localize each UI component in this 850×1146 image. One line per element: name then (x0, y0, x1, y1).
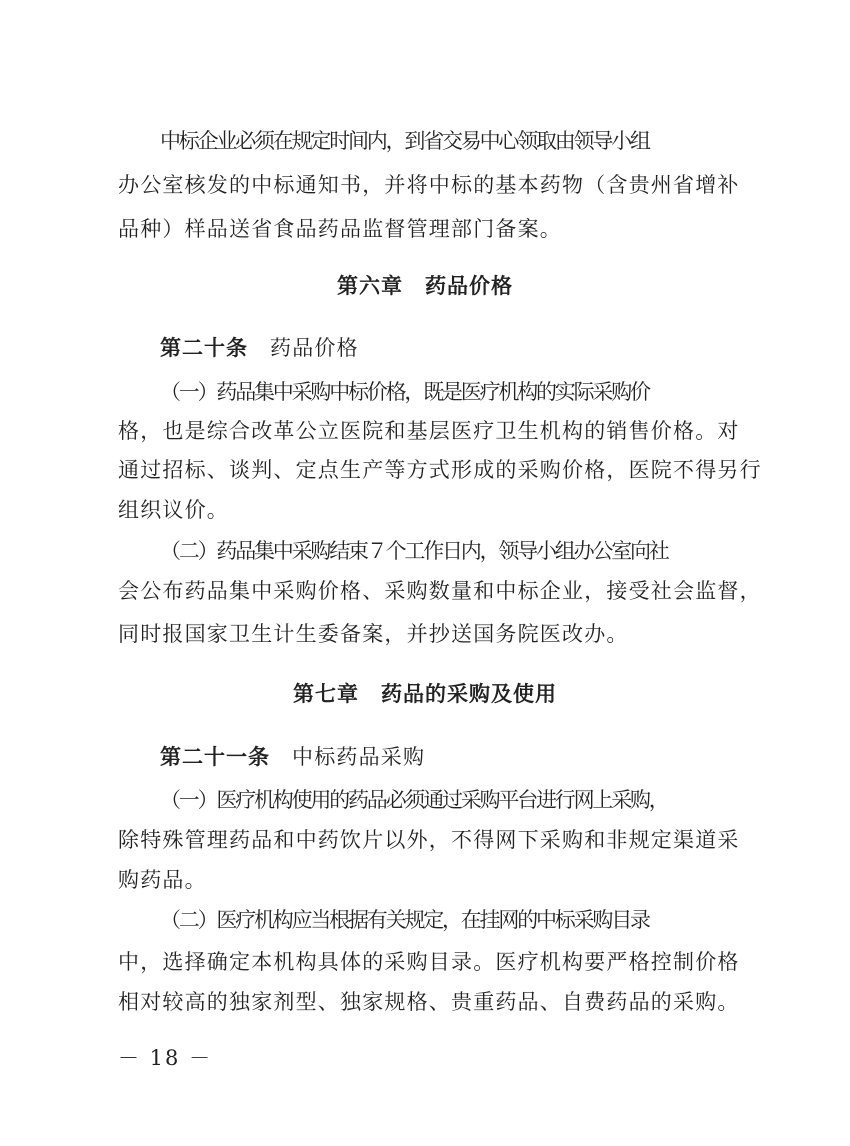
article-21-heading (160, 743, 425, 771)
article-21-p1-line-1: （一）医疗机构使用的药品必须通过采购平台进行网上采购， (160, 788, 668, 812)
chapter-6-heading: 第六章 药品价格 (337, 274, 513, 298)
intro-line-2: 办公室核发的中标通知书，并将中标的基本药物（含贵州省增补 (118, 173, 740, 197)
article-21-p2-line-3: 相对较高的独家剂型、独家规格、贵重药品、自费药品的采购。 (118, 990, 740, 1014)
article-21-p2-line-2: 中，选择确定本机构具体的采购目录。医疗机构要严格控制价格 (118, 950, 740, 974)
article-21-p2-line-1: （二）医疗机构应当根据有关规定，在挂网的中标采购目录 (160, 908, 649, 932)
article-21-title: 中标药品采购 (292, 745, 426, 769)
article-20-number: 第二十条 (160, 336, 248, 360)
article-21-p1-line-2: 除特殊管理药品和中药饮片以外，不得网下采购和非规定渠道采 (118, 828, 740, 852)
article-20-p2-line-1: （二）药品集中采购结束７个工作日内，领导小组办公室向社 (160, 539, 668, 563)
chapter-7-heading: 第七章 药品的采购及使用 (293, 682, 557, 706)
article-20-p1-line-1: （一）药品集中采购中标价格，既是医疗机构的实际采购价 (160, 380, 649, 404)
article-20-p1-line-2: 格，也是综合改革公立医院和基层医疗卫生机构的销售价格。对 (118, 419, 740, 443)
article-21-p1-line-3: 购药品。 (118, 868, 207, 892)
article-20-p2-line-2: 会公布药品集中采购价格、采购数量和中标企业，接受社会监督， (118, 579, 762, 603)
page-number: － 18 － (118, 1046, 213, 1070)
article-20-title: 药品价格 (270, 336, 359, 360)
article-20-heading (160, 334, 359, 362)
article-20-p2-line-3: 同时报国家卫生计生委备案，并抄送国务院医改办。 (118, 622, 629, 646)
intro-line-3: 品种）样品送省食品药品监督管理部门备案。 (118, 217, 562, 241)
article-20-p1-line-4: 组织议价。 (118, 498, 229, 522)
article-21-number: 第二十一条 (160, 745, 270, 769)
intro-line-1: 中标企业必须在规定时间内，到省交易中心领取由领导小组 (160, 129, 649, 153)
article-20-p1-line-3: 通过招标、谈判、定点生产等方式形成的采购价格，医院不得另行 (118, 458, 762, 482)
